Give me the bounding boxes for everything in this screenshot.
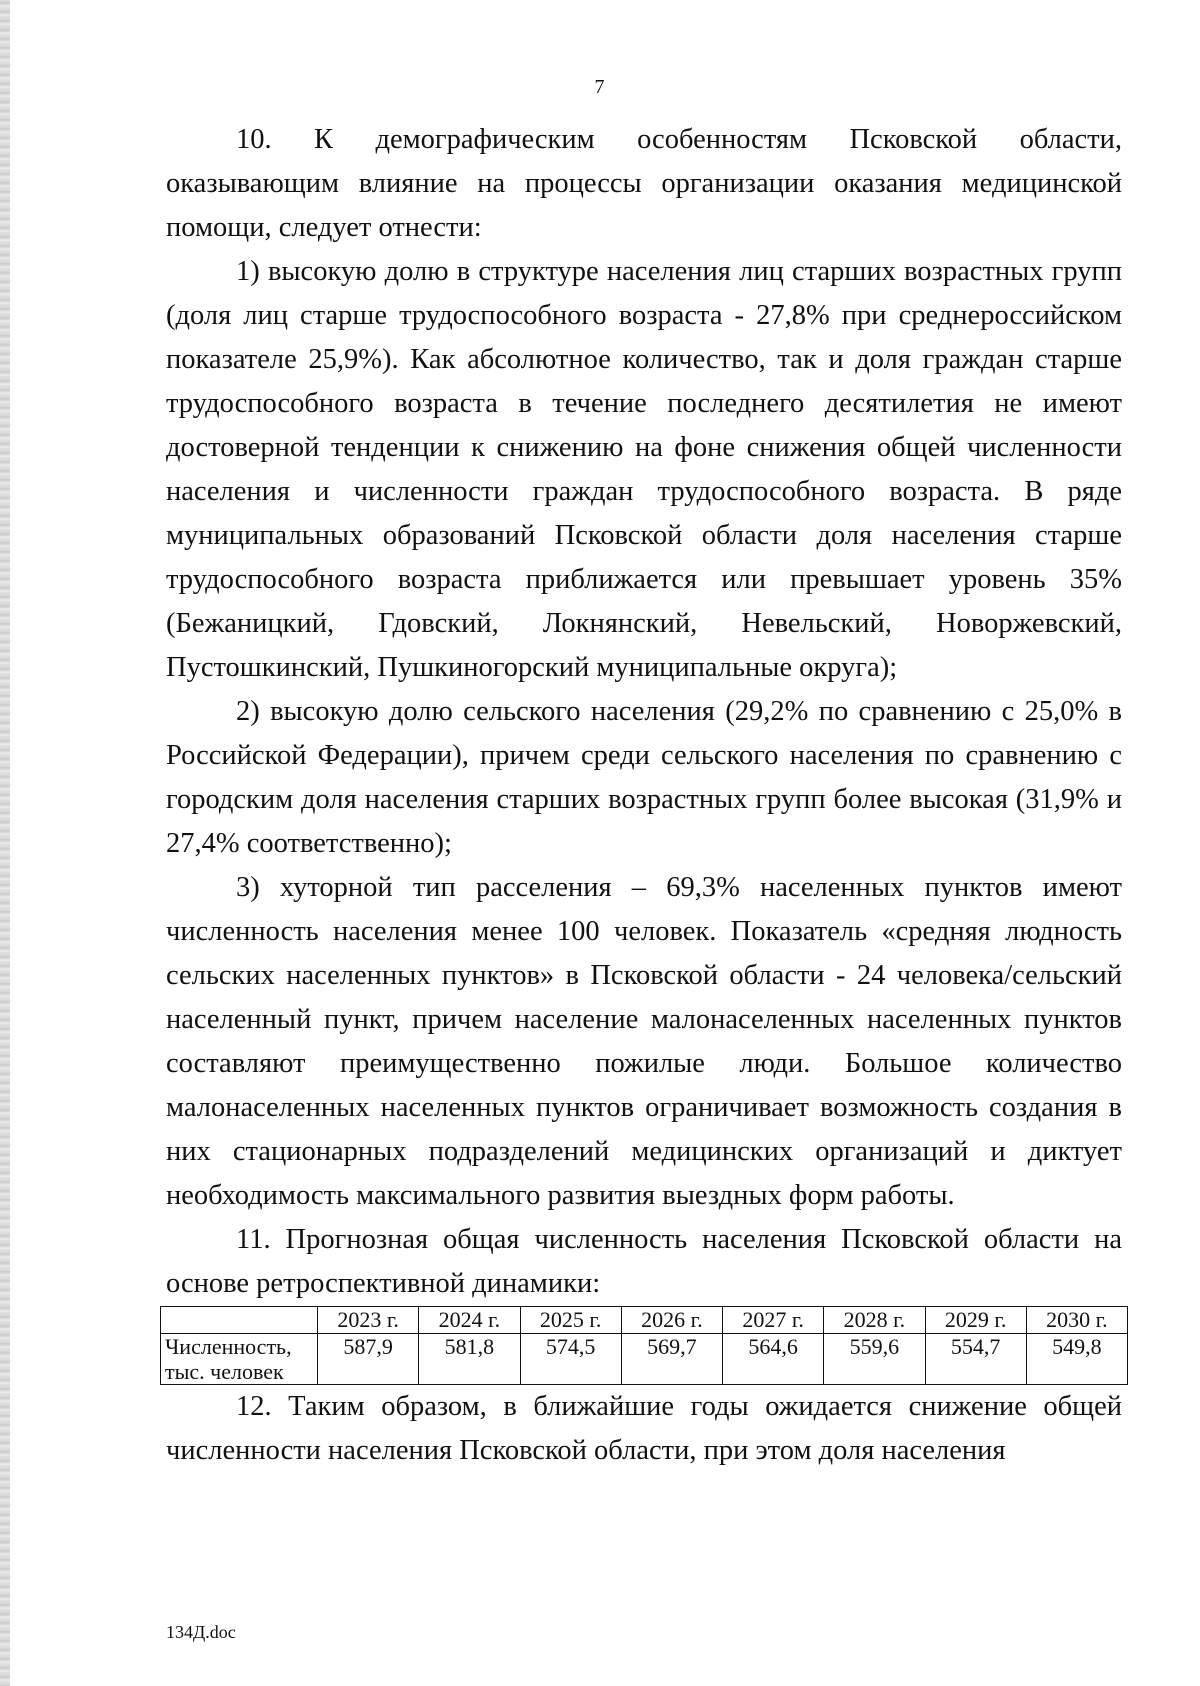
row-label-line: тыс. человек: [165, 1359, 284, 1384]
page-number: 7: [594, 76, 606, 98]
table-cell: 581,8: [419, 1334, 520, 1385]
paragraph-item-2: 2) высокую долю сельского населения (29,2% по сравнению с 25,0% в Российской Федерации), причем среди сельского населения по сравнению с городским доля населения старших возрастных групп более высокая (31,9% и 27,4% соответственно);: [166, 696, 1122, 859]
year-header: 2026 г.: [621, 1307, 722, 1334]
table-header-row: [161, 1307, 1128, 1334]
paragraph-11: 11. Прогнозная общая численность населения Псковской области на основе ретроспективной динамики:: [166, 1224, 1122, 1299]
table-cell: 574,5: [520, 1334, 621, 1385]
table-cell: 587,9: [318, 1334, 419, 1385]
year-header: 2025 г.: [520, 1307, 621, 1334]
row-label-line: Численность,: [165, 1334, 292, 1359]
paragraph-12: 12. Таким образом, в ближайшие годы ожидается снижение общей численности населения Псковской области, при этом доля населения: [166, 1391, 1122, 1466]
year-header: 2027 г.: [723, 1307, 824, 1334]
footer-filename: 134Д.doc: [166, 1622, 236, 1642]
table-cell: 569,7: [621, 1334, 722, 1385]
year-header: 2030 г.: [1026, 1307, 1127, 1334]
paragraph-10: 10. К демографическим особенностям Псковской области, оказывающим влияние на процессы организации оказания медицинской помощи, следует отнести:: [166, 124, 1122, 243]
year-header: 2024 г.: [419, 1307, 520, 1334]
year-header: 2023 г.: [318, 1307, 419, 1334]
table-cell: 554,7: [925, 1334, 1026, 1385]
table-row: [161, 1334, 1128, 1385]
scan-edge: [0, 0, 10, 1686]
year-header: 2028 г.: [824, 1307, 925, 1334]
table-cell: 564,6: [723, 1334, 824, 1385]
paragraph-item-3: 3) хуторной тип расселения – 69,3% населенных пунктов имеют численность населения менее 100 человек. Показатель «средняя людность сельских населенных пунктов» в Псковской области - 24 человека/сельский населенный пункт, причем население малонаселенных населенных пунктов составляют преимущественно пожилые люди. Большое количество малонаселенных населенных пунктов ограничивает возможность создания в них стационарных подразделений медицинских организаций и диктует необходимость максимального развития выездных форм работы.: [166, 872, 1122, 1211]
table-cell: 549,8: [1026, 1334, 1127, 1385]
row-label: [161, 1334, 318, 1385]
paragraph-item-1: 1) высокую долю в структуре населения лиц старших возрастных групп (доля лиц старше трудоспособного возраста - 27,8% при среднероссийском показателе 25,9%). Как абсолютное количество, так и доля граждан старше трудоспособного возраста в течение последнего десятилетия не имеют достоверной тенденции к снижению на фоне снижения общей численности населения и численности граждан трудоспособного возраста. В ряде муниципальных образований Псковской области доля населения старше трудоспособного возраста приближается или превышает уровень 35% (Бежаницкий, Гдовский, Локнянский, Невельский, Новоржевский, Пустошкинский, Пушкиногорский муниципальные округа);: [166, 256, 1122, 683]
year-header: 2029 г.: [925, 1307, 1026, 1334]
table-corner-cell: [161, 1307, 318, 1334]
population-forecast-table: [160, 1306, 1128, 1385]
table-cell: 559,6: [824, 1334, 925, 1385]
document-body: [166, 118, 1122, 1473]
